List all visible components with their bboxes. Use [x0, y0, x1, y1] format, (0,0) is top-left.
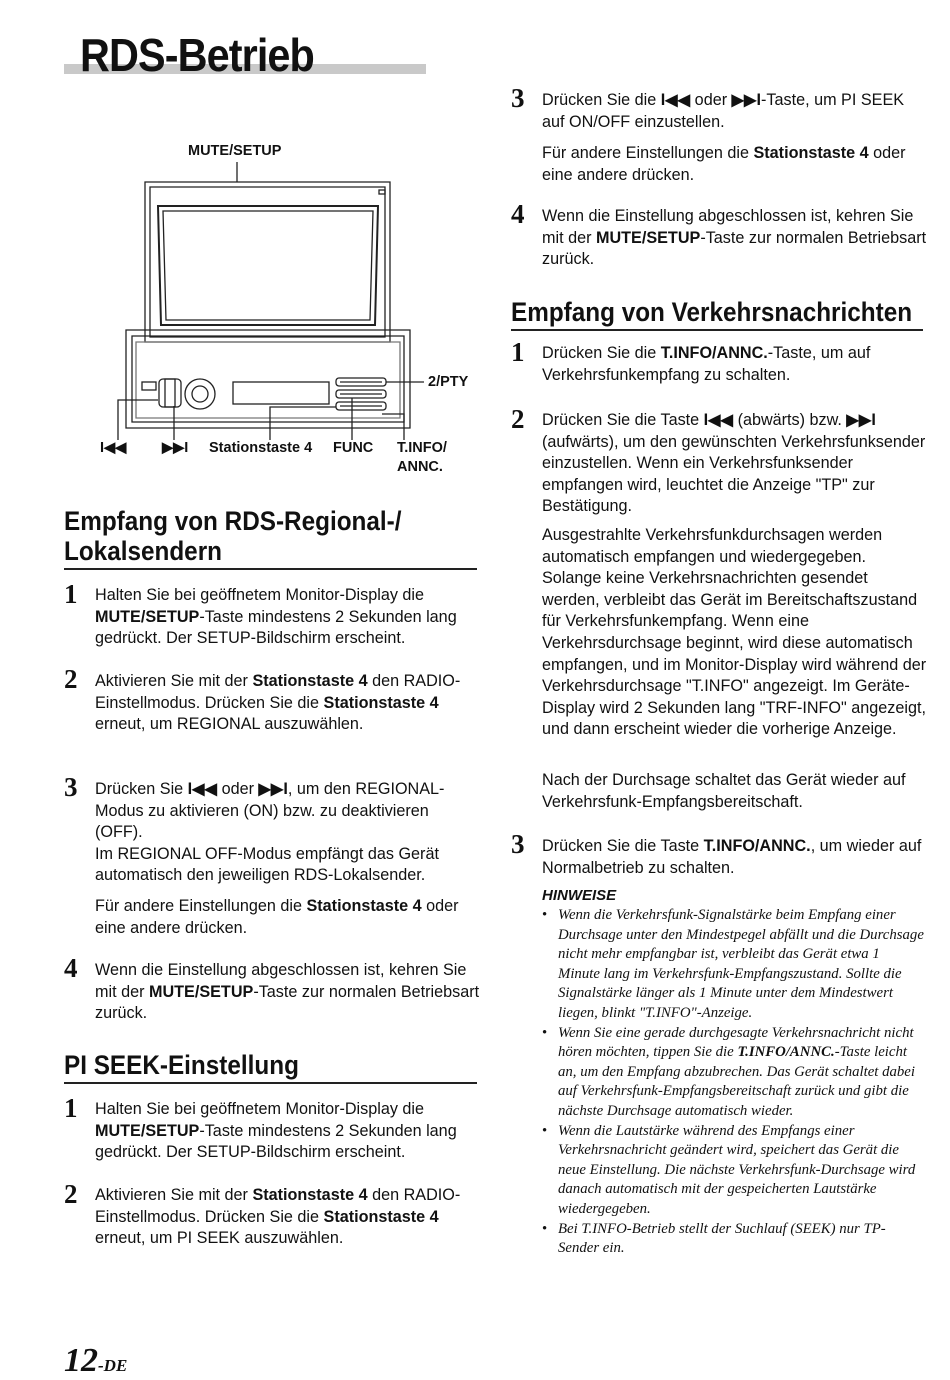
step-text: Drücken Sie die Taste T.INFO/ANNC., um wieder auf Normalbetrieb zu schalten. — [542, 837, 922, 877]
step-text: Ausgestrahlte Verkehrsfunkdurchsagen werden automatisch empfangen und wiedergegeben. Solange keine Verkehrsnachrichten gesendet werden, verbleibt das Gerät im Bereitschaftszustand für Verkehrsfunkempfang. Wenn eine Verkehrsdurchsage beginnt, wird diese automatisch empfangen, und im Monitor-Display wird während der Verkehrsdurchsage "T.INFO" angezeigt. Im Geräte-Display wird 2 Sekunden lang "TRF-INFO" angezeigt, und dann erscheint wieder die vorherige Anzeige. — [542, 526, 927, 739]
label-2-pty: 2/PTY — [428, 374, 469, 390]
notes-title: HINWEISE — [542, 887, 617, 904]
section-rule — [64, 1082, 477, 1084]
label-annc: ANNC. — [397, 459, 443, 475]
step-number: 4 — [511, 199, 525, 229]
section-rule — [64, 568, 477, 570]
step-number: 2 — [64, 664, 78, 694]
label-mute-setup: MUTE/SETUP — [188, 143, 282, 159]
section-heading-regional-2: Lokalsendern — [64, 536, 223, 566]
step-text: Wenn die Einstellung abgeschlossen ist, kehren Sie mit der MUTE/SETUP-Taste zur normalen Betriebsart zurück. — [542, 207, 927, 269]
step-text: Wenn die Einstellung abgeschlossen ist, kehren Sie mit der MUTE/SETUP-Taste zur normalen Betriebsart zurück. — [95, 961, 480, 1023]
label-prev: I◀◀ — [100, 440, 127, 456]
label-tinfo: T.INFO/ — [397, 440, 447, 456]
step-text: Für andere Einstellungen die Stationstaste 4 oder eine andere drücken. — [95, 897, 459, 937]
label-func: FUNC — [333, 440, 374, 456]
step-text: Halten Sie bei geöffnetem Monitor-Display die MUTE/SETUP-Taste mindestens 2 Sekunden lang gedrückt. Der SETUP-Bildschirm erscheint. — [95, 586, 457, 648]
note-item: • Wenn die Verkehrsfunk-Signalstärke beim Empfang einer Durchsage unter den Mindestpegel abfällt und die Durchsage nicht mehr empfangbar ist, verbleibt das Gerät etwa 1 Minute lang im Verkehrsfunk-Empfangszustand. Sollte die Signalstärke länger als 1 Minute unter dem Mindestwert liegen, blinkt "T.INFO"-Anzeige. — [542, 906, 925, 1024]
step-text: Halten Sie bei geöffnetem Monitor-Display die MUTE/SETUP-Taste mindestens 2 Sekunden lang gedrückt. Der SETUP-Bildschirm erscheint. — [95, 1100, 457, 1162]
step-text: Drücken Sie die T.INFO/ANNC.-Taste, um auf Verkehrsfunkempfang zu schalten. — [542, 344, 871, 384]
note-item: • Bei T.INFO-Betrieb stellt der Suchlauf (SEEK) nur TP-Sender ein. — [542, 1220, 925, 1259]
step-text: Für andere Einstellungen die Stationstaste 4 oder eine andere drücken. — [542, 144, 906, 184]
step-number: 3 — [511, 829, 525, 859]
label-stationstaste: Stationstaste 4 — [209, 440, 313, 456]
step-number: 2 — [64, 1179, 78, 1209]
step-text: Aktivieren Sie mit der Stationstaste 4 den RADIO-Einstellmodus. Drücken Sie die Stationstaste 4 erneut, um REGIONAL auszuwählen. — [95, 672, 461, 734]
note-item: • Wenn die Lautstärke während des Empfangs einer Verkehrsnachricht geändert wird, speichert das Gerät die neue Einstellung. Die nächste Verkehrsfunk-Durchsage wird danach automatisch mit der gespeicherten Lautstärke wiedergegeben. — [542, 1122, 925, 1220]
step-text: Drücken Sie die Taste I◀◀ (abwärts) bzw. ▶▶I (aufwärts), um den gewünschten Verkehrsfunksender einzustellen. Wenn ein Verkehrsfunksender empfangen wird, leuchtet die Anzeige "TP" zur Bestätigung. — [542, 411, 926, 516]
section-heading-pi-seek: PI SEEK-Einstellung — [64, 1050, 299, 1080]
page-number: 12-DE — [64, 1342, 128, 1379]
step-text: Nach der Durchsage schaltet das Gerät wieder auf Verkehrsfunk-Empfangsbereitschaft. — [542, 771, 906, 811]
step-number: 2 — [511, 404, 525, 434]
step-text: Drücken Sie die I◀◀ oder ▶▶I-Taste, um PI SEEK auf ON/OFF einzustellen. — [542, 91, 905, 131]
step-text: Drücken Sie I◀◀ oder ▶▶I, um den REGIONAL-Modus zu aktivieren (ON) bzw. zu deaktivieren (OFF). Im REGIONAL OFF-Modus empfängt das Gerät automatisch den jeweiligen RDS-Lokalsender. — [95, 780, 445, 885]
notes-list — [542, 906, 925, 1259]
note-item: • Wenn Sie eine gerade durchgesagte Verkehrsnachricht nicht hören möchten, tippen Sie die T.INFO/ANNC.-Taste leicht an, um den Empfang abzubrechen. Das Gerät schaltet dabei auf Verkehrsfunk-Empfangsbereitschaft zurück und gibt die nächste Durchsage automatisch wieder. — [542, 1024, 925, 1122]
section-heading-verkehr: Empfang von Verkehrsnachrichten — [511, 297, 913, 327]
step-number: 3 — [511, 83, 525, 113]
step-number: 1 — [511, 337, 525, 367]
section-heading-regional-1: Empfang von RDS-Regional-/ — [64, 506, 402, 536]
step-text: Aktivieren Sie mit der Stationstaste 4 den RADIO-Einstellmodus. Drücken Sie die Stationstaste 4 erneut, um PI SEEK auszuwählen. — [95, 1186, 461, 1248]
device-diagram — [90, 160, 430, 450]
step-number: 4 — [64, 953, 78, 983]
step-number: 1 — [64, 1093, 78, 1123]
label-next: ▶▶I — [162, 440, 189, 456]
step-number: 1 — [64, 579, 78, 609]
section-rule — [511, 329, 923, 331]
page-title: RDS-Betrieb — [80, 29, 314, 81]
step-number: 3 — [64, 772, 78, 802]
